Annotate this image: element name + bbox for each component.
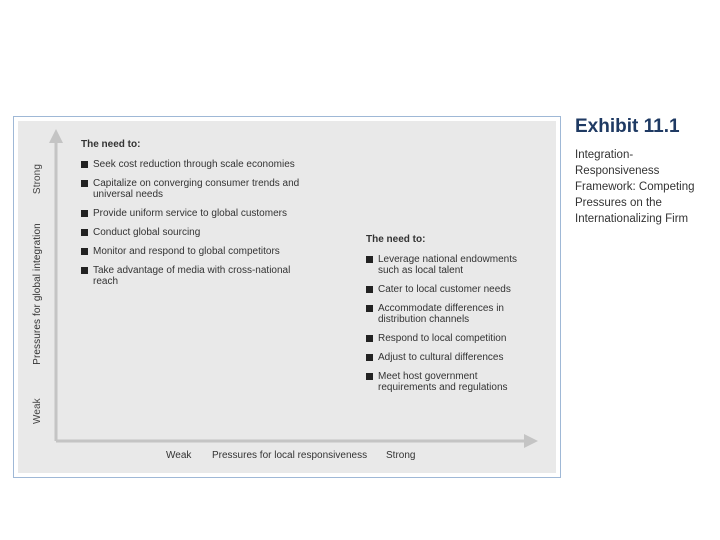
bullet-square-icon [366, 256, 373, 263]
list-item: Meet host government requirements and regulations [366, 371, 536, 393]
x-axis-strong: Strong [386, 450, 416, 461]
local-responsiveness-list [366, 254, 536, 393]
bullet-square-icon [366, 305, 373, 312]
x-axis-weak: Weak [166, 450, 192, 461]
bullet-square-icon [81, 229, 88, 236]
y-axis-weak: Weak [32, 398, 43, 424]
x-axis-arrow [524, 434, 538, 448]
list-item: Provide uniform service to global customers [81, 208, 301, 219]
bullet-square-icon [81, 180, 88, 187]
list-item: Accommodate differences in distribution channels [366, 303, 536, 325]
list-item: Respond to local competition [366, 333, 536, 344]
list-item: Adjust to cultural differences [366, 352, 536, 363]
exhibit-frame [13, 116, 561, 478]
bullet-square-icon [366, 354, 373, 361]
bullet-square-icon [81, 248, 88, 255]
y-axis-strong: Strong [32, 164, 43, 195]
local-responsiveness-block [366, 234, 536, 401]
list-item: Seek cost reduction through scale economies [81, 159, 301, 170]
bullet-square-icon [366, 286, 373, 293]
exhibit-subtitle: Integration-Responsiveness Framework: Competing Pressures on the Internationalizing Firm [575, 149, 695, 225]
bullet-square-icon [81, 161, 88, 168]
y-axis-arrow [49, 129, 63, 143]
global-integration-heading: The need to: [81, 139, 141, 150]
exhibit-title: Exhibit 11.1 [575, 116, 680, 137]
y-axis-label: Pressures for global integration [32, 223, 43, 365]
list-item: Conduct global sourcing [81, 227, 301, 238]
bullet-square-icon [81, 210, 88, 217]
list-item: Leverage national endowments such as local talent [366, 254, 536, 276]
y-axis-label-group [32, 164, 46, 424]
bullet-square-icon [366, 335, 373, 342]
diagram-panel [18, 121, 556, 473]
list-item: Take advantage of media with cross-national reach [81, 265, 301, 287]
list-item: Monitor and respond to global competitors [81, 246, 301, 257]
bullet-square-icon [81, 267, 88, 274]
global-integration-list [81, 159, 301, 287]
list-item: Capitalize on converging consumer trends and universal needs [81, 178, 301, 200]
bullet-square-icon [366, 373, 373, 380]
x-axis-label: Pressures for local responsiveness [212, 450, 368, 461]
global-integration-block [81, 139, 301, 295]
list-item: Cater to local customer needs [366, 284, 536, 295]
local-responsiveness-heading: The need to: [366, 234, 426, 245]
